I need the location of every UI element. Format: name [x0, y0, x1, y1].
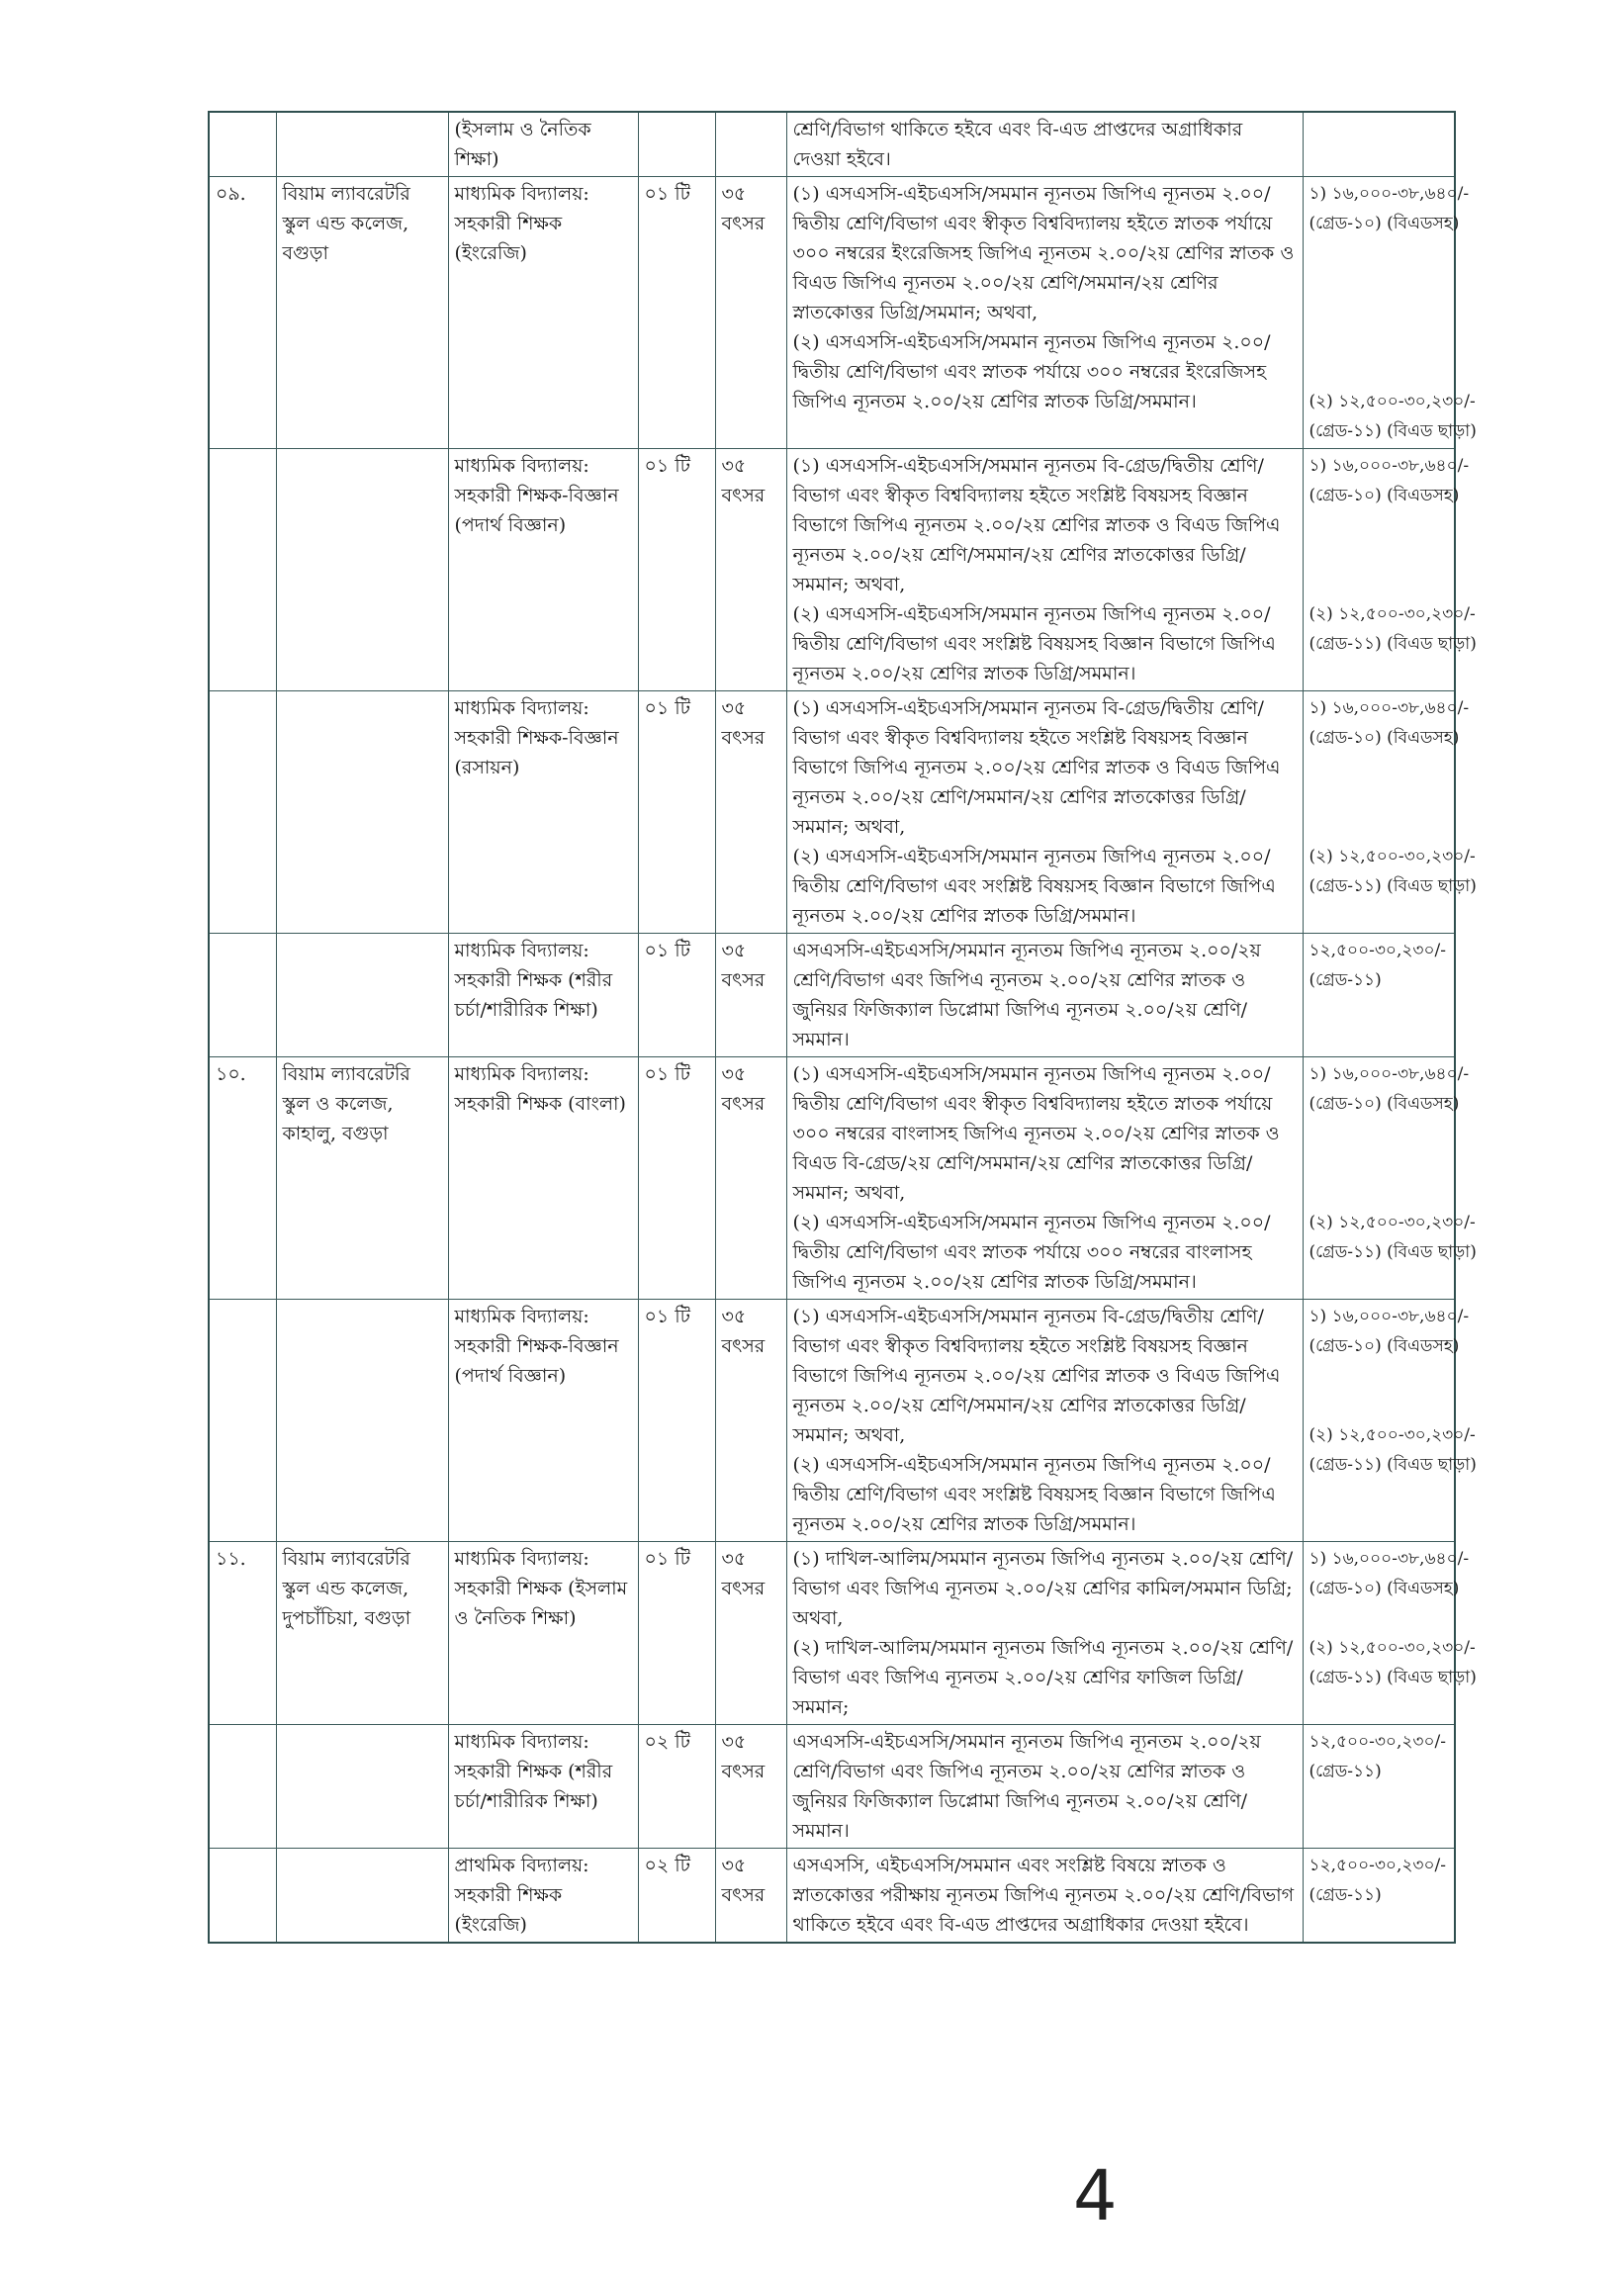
pay-scale-line: (২) ১২,৫০০-৩০,২৩০/-: [1308, 847, 1476, 866]
pay-scale-line: (গ্রেড-১১): [1308, 1885, 1382, 1905]
age-limit-cell: ৩৫ বৎসর: [715, 1542, 786, 1725]
qualification-clause: (২) এসএসসি-এইচএসসি/সমমান ন্যূনতম জিপিএ ন্যূনতম ২.০০/দ্বিতীয় শ্রেণি/বিভাগ এবং স্নাতক পর্যায়ে ৩০০ নম্বরের বাংলাসহ জিপিএ ন্যূনতম ২.০০/২য় শ্রেণির স্নাতক ডিগ্রি/সমমান।: [792, 1212, 1271, 1293]
serial-cell: [209, 1300, 276, 1542]
table-row: [209, 1057, 1455, 1300]
qualification-clause: (১) এসএসসি-এইচএসসি/সমমান ন্যূনতম জিপিএ ন্যূনতম ২.০০/দ্বিতীয় শ্রেণি/বিভাগ এবং স্বীকৃত বিশ্ববিদ্যালয় হইতে স্নাতক পর্যায়ে ৩০০ নম্বরের বাংলাসহ জিপিএ ন্যূনতম ২.০০/২য় শ্রেণির স্নাতক ও বিএড বি-গ্রেড/২য় শ্রেণি/সমমান/২য় শ্রেণির স্নাতকোত্তর ডিগ্রি/সমমান; অথবা,: [792, 1063, 1280, 1204]
age-limit-cell: [715, 112, 786, 177]
qualification-cell: [786, 177, 1303, 449]
pay-spacer: [1309, 753, 1449, 842]
post-cell: মাধ্যমিক বিদ্যালয়: সহকারী শিক্ষক (ইসলাম ও নৈতিক শিক্ষা): [448, 1542, 638, 1725]
post-count-cell: ০১ টি: [638, 1300, 715, 1542]
vacancy-table: [208, 111, 1477, 1944]
pay-scale-line: ১) ১৬,০০০-৩৮,৬৪০/-: [1308, 698, 1470, 718]
qualification-clause: (২) এসএসসি-এইচএসসি/সমমান ন্যূনতম জিপিএ ন্যূনতম ২.০০/দ্বিতীয় শ্রেণি/বিভাগ এবং সংশ্লিষ্ট বিষয়সহ বিজ্ঞান বিভাগে জিপিএ ন্যূনতম ২.০০/২য় শ্রেণির স্নাতক ডিগ্রি/সমমান।: [792, 1454, 1276, 1535]
qualification-cell: [786, 1542, 1303, 1725]
institution-cell: [276, 934, 448, 1057]
qualification-clause: (১) এসএসসি-এইচএসসি/সমমান ন্যূনতম জিপিএ ন্যূনতম ২.০০/দ্বিতীয় শ্রেণি/বিভাগ এবং স্বীকৃত বিশ্ববিদ্যালয় হইতে স্নাতক পর্যায়ে ৩০০ নম্বরের ইংরেজিসহ জিপিএ ন্যূনতম ২.০০/২য় শ্রেণির স্নাতক ও বিএড জিপিএ ন্যূনতম ২.০০/২য় শ্রেণি/সমমান/২য় শ্রেণির স্নাতকোত্তর ডিগ্রি/সমমান; অথবা,: [792, 183, 1295, 323]
pay-scale-line: ১২,৫০০-৩০,২৩০/-: [1308, 941, 1447, 960]
age-limit-cell: ৩৫ বৎসর: [715, 1725, 786, 1849]
institution-cell: [276, 1849, 448, 1944]
pay-scale-line: (গ্রেড-১১): [1308, 1762, 1382, 1781]
qualification-clause: (১) দাখিল-আলিম/সমমান ন্যূনতম জিপিএ ন্যূনতম ২.০০/২য় শ্রেণি/বিভাগ এবং জিপিএ ন্যূনতম ২.০০/২য় শ্রেণির কামিল/সমমান ডিগ্রি; অথবা,: [792, 1548, 1294, 1629]
age-limit-cell: ৩৫ বৎসর: [715, 1300, 786, 1542]
serial-cell: [209, 1849, 276, 1944]
qualification-clause: (২) এসএসসি-এইচএসসি/সমমান ন্যূনতম জিপিএ ন্যূনতম ২.০০/দ্বিতীয় শ্রেণি/বিভাগ এবং স্নাতক পর্যায়ে ৩০০ নম্বরের ইংরেজিসহ জিপিএ ন্যূনতম ২.০০/২য় শ্রেণির স্নাতক ডিগ্রি/সমমান।: [792, 331, 1271, 412]
institution-cell: [276, 691, 448, 934]
table-row: [209, 691, 1455, 934]
pay-scale-line: (২) ১২,৫০০-৩০,২৩০/-: [1308, 1425, 1476, 1445]
pay-scale-cell: [1303, 691, 1477, 934]
table-row: [209, 1725, 1455, 1849]
qualification-cell: [786, 1057, 1303, 1300]
post-cell: মাধ্যমিক বিদ্যালয়: সহকারী শিক্ষক-বিজ্ঞান (পদার্থ বিজ্ঞান): [448, 449, 638, 691]
post-cell: মাধ্যমিক বিদ্যালয়: সহকারী শিক্ষক (ইংরেজি): [448, 177, 638, 449]
post-count-cell: ০১ টি: [638, 934, 715, 1057]
pay-scale-cell: [1303, 449, 1477, 691]
age-limit-cell: ৩৫ বৎসর: [715, 1057, 786, 1300]
table-row: [209, 177, 1455, 449]
post-count-cell: ০২ টি: [638, 1725, 715, 1849]
serial-cell: [209, 112, 276, 177]
table-row: [209, 112, 1455, 177]
serial-cell: ০৯.: [209, 177, 276, 449]
pay-scale-cell: [1303, 177, 1477, 449]
institution-cell: বিয়াম ল্যাবরেটরি স্কুল ও কলেজ, কাহালু, বগুড়া: [276, 1057, 448, 1300]
qualification-clause: (১) এসএসসি-এইচএসসি/সমমান ন্যূনতম বি-গ্রেড/দ্বিতীয় শ্রেণি/বিভাগ এবং স্বীকৃত বিশ্ববিদ্যালয় হইতে সংশ্লিষ্ট বিষয়সহ বিজ্ঞান বিভাগে জিপিএ ন্যূনতম ২.০০/২য় শ্রেণির স্নাতক ও বিএড জিপিএ ন্যূনতম ২.০০/২য় শ্রেণি/সমমান/২য় শ্রেণির স্নাতকোত্তর ডিগ্রি/সমমান; অথবা,: [792, 455, 1281, 595]
post-count-cell: ০১ টি: [638, 449, 715, 691]
qualification-clause: এসএসসি-এইচএসসি/সমমান ন্যূনতম জিপিএ ন্যূনতম ২.০০/২য় শ্রেণি/বিভাগ এবং জিপিএ ন্যূনতম ২.০০/২য় শ্রেণির স্নাতক ও জুনিয়র ফিজিক্যাল ডিপ্লোমা জিপিএ ন্যূনতম ২.০০/২য় শ্রেণি/সমমান।: [792, 1731, 1261, 1842]
table-row: [209, 1542, 1455, 1725]
age-limit-cell: ৩৫ বৎসর: [715, 449, 786, 691]
pay-scale-line: ১) ১৬,০০০-৩৮,৬৪০/-: [1308, 184, 1470, 204]
qualification-clause: (২) এসএসসি-এইচএসসি/সমমান ন্যূনতম জিপিএ ন্যূনতম ২.০০/দ্বিতীয় শ্রেণি/বিভাগ এবং সংশ্লিষ্ট বিষয়সহ বিজ্ঞান বিভাগে জিপিএ ন্যূনতম ২.০০/২য় শ্রেণির স্নাতক ডিগ্রি/সমমান।: [792, 603, 1276, 684]
table-row: [209, 1849, 1455, 1944]
vacancy-table-body: [209, 112, 1477, 1943]
pay-spacer: [1309, 238, 1449, 387]
qualification-clause: (২) দাখিল-আলিম/সমমান ন্যূনতম জিপিএ ন্যূনতম ২.০০/২য় শ্রেণি/বিভাগ এবং জিপিএ ন্যূনতম ২.০০/২য় শ্রেণির ফাজিল ডিগ্রি/সমমান;: [792, 1637, 1294, 1718]
pay-spacer: [1309, 1119, 1449, 1208]
post-cell: (ইসলাম ও নৈতিক শিক্ষা): [448, 112, 638, 177]
post-cell: প্রাথমিক বিদ্যালয়: সহকারী শিক্ষক (ইংরেজি): [448, 1849, 638, 1944]
serial-cell: [209, 691, 276, 934]
pay-scale-line: (গ্রেড-১০) (বিএডসহ): [1308, 1579, 1460, 1598]
pay-scale-line: ১) ১৬,০০০-৩৮,৬৪০/-: [1308, 1549, 1470, 1569]
pay-scale-cell: [1303, 1057, 1477, 1300]
pay-scale-line: (গ্রেড-১০) (বিএডসহ): [1308, 728, 1460, 748]
vacancy-table-page: [208, 111, 1477, 1944]
post-count-cell: ০১ টি: [638, 177, 715, 449]
age-limit-cell: ৩৫ বৎসর: [715, 691, 786, 934]
pay-scale-line: (২) ১২,৫০০-৩০,২৩০/-: [1308, 1213, 1476, 1232]
qualification-clause: শ্রেণি/বিভাগ থাকিতে হইবে এবং বি-এড প্রাপ্তদের অগ্রাধিকার দেওয়া হইবে।: [792, 119, 1243, 170]
serial-cell: [209, 934, 276, 1057]
pay-scale-line: ১২,৫০০-৩০,২৩০/-: [1308, 1856, 1447, 1875]
pay-scale-line: ১) ১৬,০০০-৩৮,৬৪০/-: [1308, 1307, 1470, 1326]
qualification-clause: এসএসসি-এইচএসসি/সমমান ন্যূনতম জিপিএ ন্যূনতম ২.০০/২য় শ্রেণি/বিভাগ এবং জিপিএ ন্যূনতম ২.০০/২য় শ্রেণির স্নাতক ও জুনিয়র ফিজিক্যাল ডিপ্লোমা জিপিএ ন্যূনতম ২.০০/২য় শ্রেণি/সমমান।: [792, 940, 1261, 1050]
pay-scale-line: (গ্রেড-১০) (বিএডসহ): [1308, 1336, 1460, 1356]
pay-scale-cell: [1303, 934, 1455, 1057]
pay-scale-line: (২) ১২,৫০০-৩০,২৩০/-: [1308, 604, 1476, 624]
institution-cell: [276, 449, 448, 691]
institution-cell: [276, 112, 448, 177]
post-cell: মাধ্যমিক বিদ্যালয়: সহকারী শিক্ষক (শরীর চর্চা/শারীরিক শিক্ষা): [448, 1725, 638, 1849]
post-cell: মাধ্যমিক বিদ্যালয়: সহকারী শিক্ষক-বিজ্ঞান (পদার্থ বিজ্ঞান): [448, 1300, 638, 1542]
post-count-cell: ০১ টি: [638, 1057, 715, 1300]
pay-scale-line: (গ্রেড-১১) (বিএড ছাড়া): [1308, 634, 1477, 654]
pay-scale-cell: [1303, 1849, 1455, 1944]
pay-scale-cell: [1303, 112, 1455, 177]
pay-scale-line: (গ্রেড-১১): [1308, 970, 1382, 990]
pay-scale-line: (২) ১২,৫০০-৩০,২৩০/-: [1308, 1638, 1476, 1658]
pay-spacer: [1309, 1361, 1449, 1420]
age-limit-cell: ৩৫ বৎসর: [715, 1849, 786, 1944]
post-cell: মাধ্যমিক বিদ্যালয়: সহকারী শিক্ষক-বিজ্ঞান (রসায়ন): [448, 691, 638, 934]
age-limit-cell: ৩৫ বৎসর: [715, 934, 786, 1057]
qualification-cell: [786, 1849, 1303, 1944]
pay-scale-line: (গ্রেড-১১) (বিএড ছাড়া): [1308, 1668, 1477, 1687]
pay-scale-line: ১) ১৬,০০০-৩৮,৬৪০/-: [1308, 1064, 1470, 1084]
institution-cell: [276, 1725, 448, 1849]
pay-scale-line: (গ্রেড-১০) (বিএডসহ): [1308, 486, 1460, 505]
qualification-cell: [786, 449, 1303, 691]
pay-scale-cell: [1303, 1725, 1455, 1849]
post-count-cell: ০১ টি: [638, 691, 715, 934]
qualification-clause: (১) এসএসসি-এইচএসসি/সমমান ন্যূনতম বি-গ্রেড/দ্বিতীয় শ্রেণি/বিভাগ এবং স্বীকৃত বিশ্ববিদ্যালয় হইতে সংশ্লিষ্ট বিষয়সহ বিজ্ঞান বিভাগে জিপিএ ন্যূনতম ২.০০/২য় শ্রেণির স্নাতক ও বিএড জিপিএ ন্যূনতম ২.০০/২য় শ্রেণি/সমমান/২য় শ্রেণির স্নাতকোত্তর ডিগ্রি/সমমান; অথবা,: [792, 1306, 1281, 1446]
qualification-cell: [786, 691, 1303, 934]
post-cell: মাধ্যমিক বিদ্যালয়: সহকারী শিক্ষক (বাংলা): [448, 1057, 638, 1300]
table-row: [209, 934, 1455, 1057]
institution-cell: [276, 1300, 448, 1542]
institution-cell: বিয়াম ল্যাবরেটরি স্কুল এন্ড কলেজ, বগুড়া: [276, 177, 448, 449]
table-row: [209, 1300, 1455, 1542]
pay-spacer: [1309, 1603, 1449, 1633]
qualification-cell: [786, 1725, 1303, 1849]
post-count-cell: ০১ টি: [638, 1542, 715, 1725]
pay-spacer: [1309, 510, 1449, 599]
qualification-cell: [786, 934, 1303, 1057]
institution-cell: বিয়াম ল্যাবরেটরি স্কুল এন্ড কলেজ, দুপচাঁচিয়া, বগুড়া: [276, 1542, 448, 1725]
qualification-cell: [786, 1300, 1303, 1542]
pay-scale-line: (গ্রেড-১১) (বিএড ছাড়া): [1308, 421, 1477, 441]
pay-scale-line: ১২,৫০০-৩০,২৩০/-: [1308, 1732, 1447, 1752]
pay-scale-cell: [1303, 1542, 1477, 1725]
post-cell: মাধ্যমিক বিদ্যালয়: সহকারী শিক্ষক (শরীর চর্চা/শারীরিক শিক্ষা): [448, 934, 638, 1057]
post-count-cell: [638, 112, 715, 177]
serial-cell: [209, 1725, 276, 1849]
pay-scale-line: (গ্রেড-১১) (বিএড ছাড়া): [1308, 1455, 1477, 1475]
qualification-clause: (১) এসএসসি-এইচএসসি/সমমান ন্যূনতম বি-গ্রেড/দ্বিতীয় শ্রেণি/বিভাগ এবং স্বীকৃত বিশ্ববিদ্যালয় হইতে সংশ্লিষ্ট বিষয়সহ বিজ্ঞান বিভাগে জিপিএ ন্যূনতম ২.০০/২য় শ্রেণির স্নাতক ও বিএড জিপিএ ন্যূনতম ২.০০/২য় শ্রেণি/সমমান/২য় শ্রেণির স্নাতকোত্তর ডিগ্রি/সমমান; অথবা,: [792, 697, 1281, 838]
pay-scale-line: (২) ১২,৫০০-৩০,২৩০/-: [1308, 392, 1476, 411]
pay-scale-line: (গ্রেড-১০) (বিএডসহ): [1308, 1094, 1460, 1114]
serial-cell: ১১.: [209, 1542, 276, 1725]
qualification-clause: (২) এসএসসি-এইচএসসি/সমমান ন্যূনতম জিপিএ ন্যূনতম ২.০০/দ্বিতীয় শ্রেণি/বিভাগ এবং সংশ্লিষ্ট বিষয়সহ বিজ্ঞান বিভাগে জিপিএ ন্যূনতম ২.০০/২য় শ্রেণির স্নাতক ডিগ্রি/সমমান।: [792, 846, 1276, 927]
table-row: [209, 449, 1455, 691]
qualification-cell: [786, 112, 1303, 177]
page-number: 4: [1073, 2155, 1118, 2236]
pay-scale-line: (গ্রেড-১০) (বিএডসহ): [1308, 214, 1460, 233]
qualification-clause: এসএসসি, এইচএসসি/সমমান এবং সংশ্লিষ্ট বিষয়ে স্নাতক ও স্নাতকোত্তর পরীক্ষায় ন্যূনতম জিপিএ ন্যূনতম ২.০০/২য় শ্রেণি/বিভাগ থাকিতে হইবে এবং বি-এড প্রাপ্তদের অগ্রাধিকার দেওয়া হইবে।: [792, 1855, 1295, 1936]
pay-scale-line: ১) ১৬,০০০-৩৮,৬৪০/-: [1308, 456, 1470, 476]
post-count-cell: ০২ টি: [638, 1849, 715, 1944]
pay-scale-line: (গ্রেড-১১) (বিএড ছাড়া): [1308, 1242, 1477, 1262]
serial-cell: ১০.: [209, 1057, 276, 1300]
pay-scale-cell: [1303, 1300, 1477, 1542]
serial-cell: [209, 449, 276, 691]
age-limit-cell: ৩৫ বৎসর: [715, 177, 786, 449]
pay-scale-line: (গ্রেড-১১) (বিএড ছাড়া): [1308, 876, 1477, 896]
